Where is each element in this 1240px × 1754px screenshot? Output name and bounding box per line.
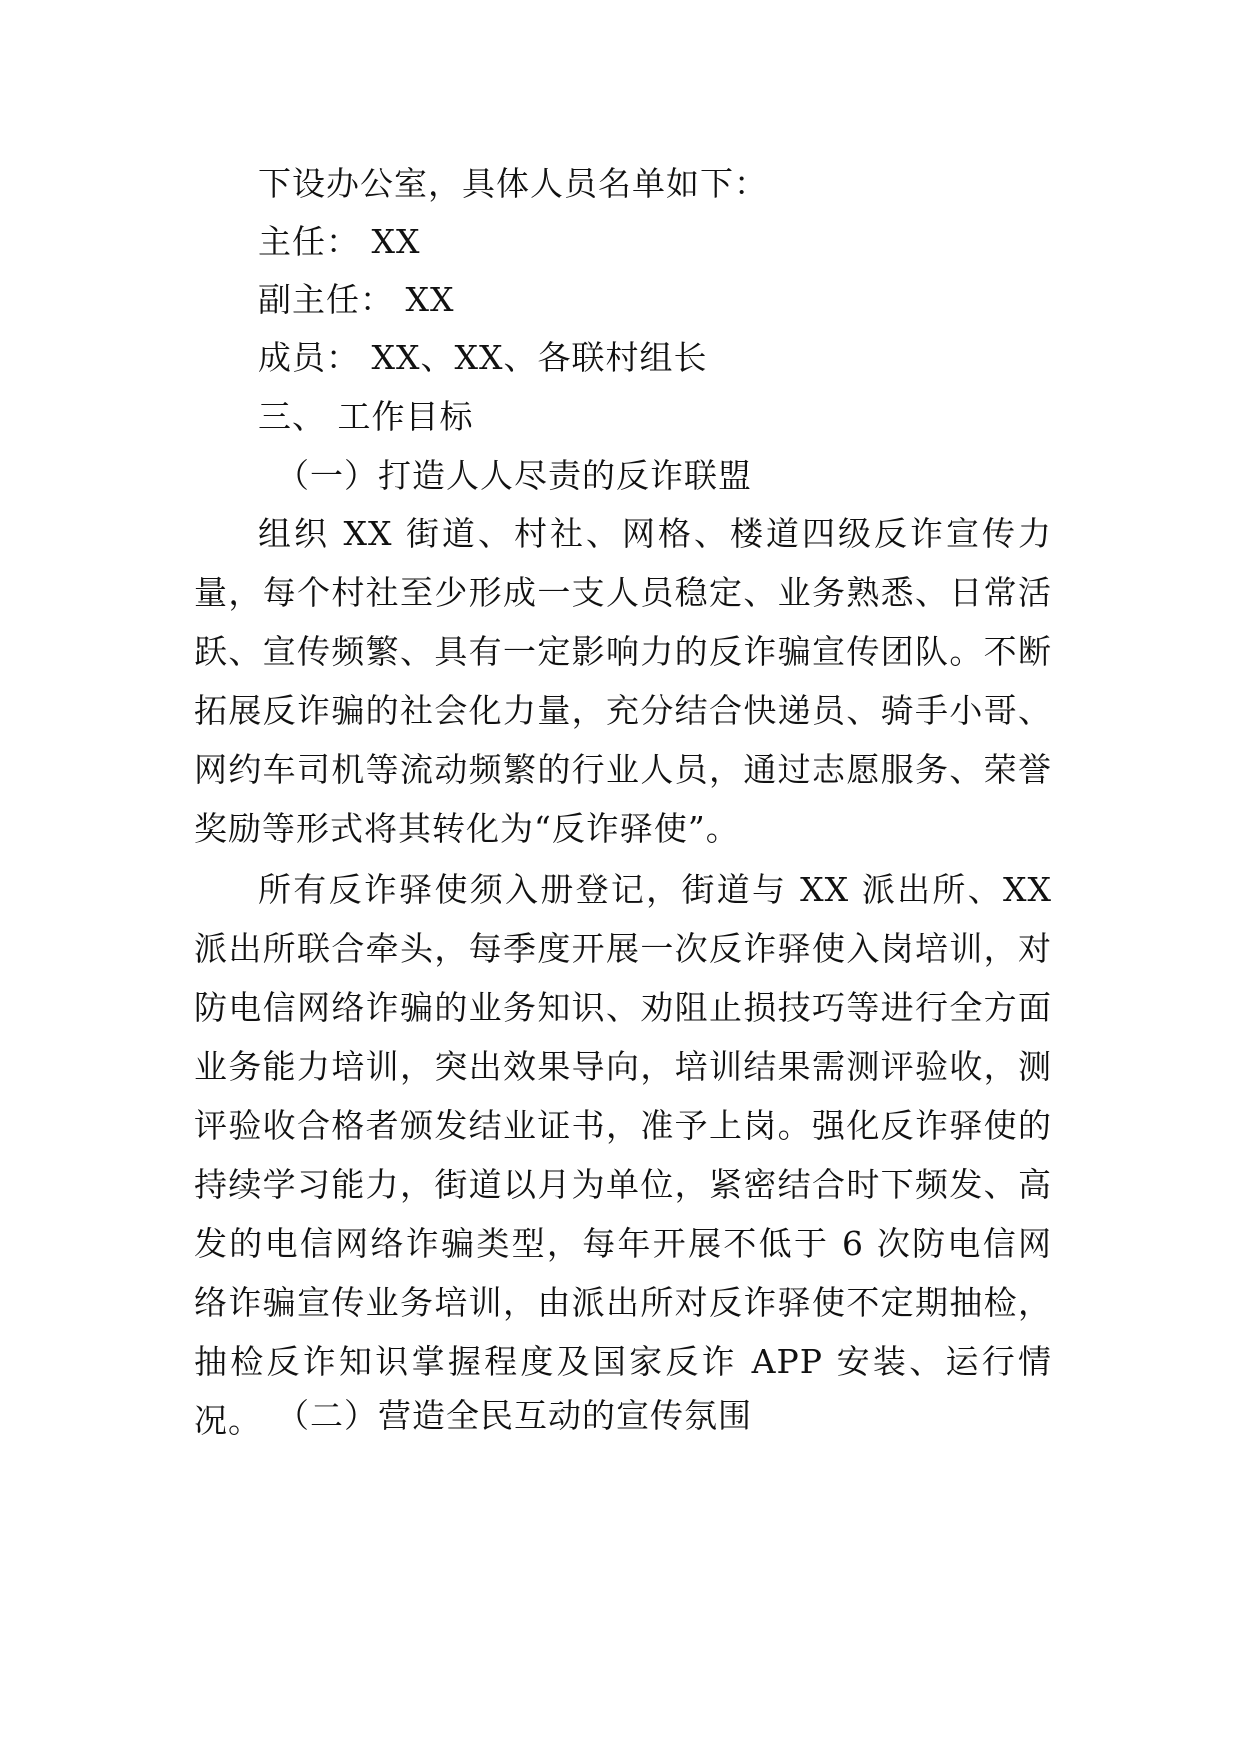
office-intro-line: 下设办公室，具体人员名单如下： xyxy=(258,164,768,203)
subheading-publicity-atmosphere: （二）营造全民互动的宣传氛围 xyxy=(276,1396,752,1435)
subheading-anti-fraud-alliance: （一）打造人人尽责的反诈联盟 xyxy=(276,456,752,495)
paragraph-anti-fraud-force: 组织 XX 街道、村社、网格、楼道四级反诈宣传力量，每个村社至少形成一支人员稳定、业务熟悉、日常活跃、宣传频繁、具有一定影响力的反诈骗宣传团队。不断拓展反诈骗的社会化力量，充分结合快递员、骑手小哥、网约车司机等流动频繁的行业人员，通过志愿服务、荣誉奖励等形式将其转化为“反诈驿使”。 xyxy=(194,514,1052,848)
members-line: 成员： XX、XX、各联村组长 xyxy=(258,338,708,377)
paragraph-anti-fraud-training: 所有反诈驿使须入册登记，街道与 XX 派出所、XX 派出所联合牵头，每季度开展一次反诈驿使入岗培训，对防电信网络诈骗的业务知识、劝阻止损技巧等进行全方面业务能力培训，突出效果导向，培训结果需测评验收，测评验收合格者颁发结业证书，准予上岗。强化反诈驿使的持续学习能力，街道以月为单位，紧密结合时下频发、高发的电信网络诈骗类型，每年开展不低于 6 次防电信网络诈骗宣传业务培训，由派出所对反诈驿使不定期抽检，抽检反诈知识掌握程度及国家反诈 APP 安装、运行情况。 xyxy=(194,870,1052,1440)
section-heading-work-goals: 三、 工作目标 xyxy=(258,397,474,436)
director-line: 主任： XX xyxy=(258,222,421,261)
deputy-director-line: 副主任： XX xyxy=(258,280,455,319)
